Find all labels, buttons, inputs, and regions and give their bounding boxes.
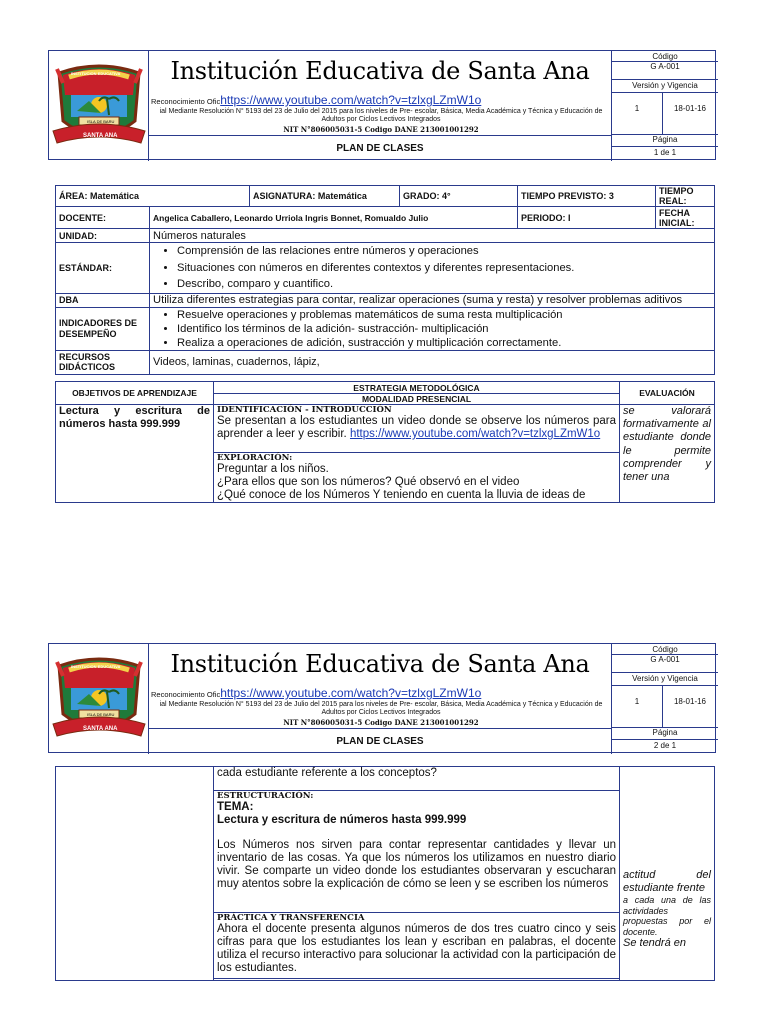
page2-header [48, 643, 716, 753]
indicador-item: • Realiza a operaciones de adición, sustracción y multiplicación correctamente. [177, 336, 711, 350]
exploracion-cell [214, 453, 620, 503]
continuation-text: cada estudiante referente a los conceptos? [217, 767, 437, 779]
vigencia-value: 18-01-16 [673, 697, 707, 706]
reconocimiento-label: Reconocimiento Ofic [151, 690, 221, 699]
practica-title: PRÁCTICA Y TRANSFERENCIA [217, 913, 365, 923]
identificacion-link[interactable]: https://www.youtube.com/watch?v=tzlxgLZmW1o [349, 428, 601, 440]
reconocimiento-line [151, 686, 611, 700]
practica-text: Ahora el docente presenta algunos números de dos tres cuatro cinco y seis cifras para que los estudiantes los lean y escriban en palabras, el docente utiliza el recurso interactivo para solucionar la actividad con la participación de los estudiantes. [217, 923, 616, 974]
identificacion-title: IDENTIFICACIÓN - INTRODUCCIÓN [217, 405, 392, 415]
institution-title: Institución Educativa de Santa Ana [170, 650, 590, 678]
youtube-link[interactable]: https://www.youtube.com/watch?v=tzlxgLZmW1o [220, 686, 482, 700]
exploracion-line: Preguntar a los niños. [217, 463, 329, 475]
nit-text: NIT N°806005031-5 Codigo DANE 213001001292 [283, 718, 479, 727]
header-meta [611, 51, 717, 161]
identificacion-body [217, 415, 616, 441]
exploracion-line: ¿Qué conoce de los Números Y teniendo en cuenta la lluvia de ideas de [217, 489, 586, 501]
recursos-label: RECURSOS DIDÁCTICOS [56, 350, 150, 374]
logo-text-bottom: SANTA ANA [83, 726, 118, 732]
exploracion-line: ¿Para ellos que son los números? Qué observó en el video [217, 476, 520, 488]
docente-label: DOCENTE: [56, 207, 150, 229]
version-value: 1 [634, 697, 640, 706]
logo-text-mid: ISLA DE BARU [87, 712, 115, 717]
codigo-value: G A-001 [650, 655, 680, 664]
resolucion-text: ial Mediante Resolución N° 5193 del 23 de Julio del 2015 para los niveles de Pre- escolar, Básica, Media Académica y Técnica y Educación de Adultos por Ciclos Lectivos Integrados [159, 108, 603, 123]
school-logo [49, 51, 149, 161]
indicador-item: • Resuelve operaciones y problemas matemáticos de suma resta multiplicación [177, 308, 711, 322]
indicadores-list-cell [150, 307, 715, 350]
tiempo-previsto-cell: TIEMPO PREVISTO: 3 [518, 186, 656, 207]
estructuracion-cell [214, 791, 620, 913]
reconocimiento-label: Reconocimiento Ofic [151, 97, 221, 106]
continuation-table [55, 766, 715, 981]
dba-label: DBA [56, 293, 150, 307]
area-cell: ÁREA: Matemática [56, 186, 250, 207]
version-label: Versión y Vigencia [632, 81, 698, 90]
unidad-value: Números naturales [150, 229, 715, 243]
exploracion-title: EXPLORACIÓN: [217, 453, 293, 463]
estrategia-header: ESTRATEGIA METODOLÓGICA [214, 382, 620, 394]
objetivo-empty-cell [56, 767, 214, 981]
estandar-list [153, 243, 711, 293]
pagina-label: Página [652, 135, 678, 144]
youtube-link[interactable]: https://www.youtube.com/watch?v=tzlxgLZmW1o [220, 93, 482, 107]
logo-text-top: INSTITUCION EDUCATIVA [71, 71, 121, 76]
vigencia-value: 18-01-16 [673, 104, 707, 113]
grado-cell: GRADO: 4° [400, 186, 518, 207]
institution-title: Institución Educativa de Santa Ana [170, 57, 590, 85]
asignatura-cell: ASIGNATURA: Matemática [250, 186, 400, 207]
codigo-label: Código [652, 52, 678, 61]
plan-title: PLAN DE CLASES [149, 728, 611, 754]
identificacion-cell [214, 405, 620, 453]
dba-value: Utiliza diferentes estrategias para contar, realizar operaciones (suma y resta) y resolver problemas aditivos [150, 293, 715, 307]
logo-text-top: INSTITUCION EDUCATIVA [71, 664, 121, 669]
info-table [55, 185, 715, 375]
spacer-cell [214, 979, 620, 981]
estructuracion-title: ESTRUCTURACIÓN: [217, 791, 314, 801]
pagina-value: 2 de 1 [653, 741, 677, 750]
practica-cell [214, 913, 620, 979]
reconocimiento-line [151, 93, 611, 107]
indicadores-label: INDICADORES DE DESEMPEÑO [56, 307, 150, 350]
pagina-label: Página [652, 728, 678, 737]
identificacion-text: Se presentan a los estudiantes un video donde se observe los números para aprender a leer y escribir. [217, 415, 616, 440]
objetivos-header: OBJETIVOS DE APRENDIZAJE [56, 382, 214, 405]
evaluacion-cont-a: actitud del estudiante frente [623, 869, 711, 895]
objectives-table [55, 381, 715, 503]
estandar-list-cell [150, 243, 715, 294]
modalidad-header: MODALIDAD PRESENCIAL [214, 394, 620, 405]
indicador-item: • Identifico los términos de la adición- sustracción- multiplicación [177, 322, 711, 336]
nit-text: NIT N°806005031-5 Codigo DANE 213001001292 [283, 125, 479, 134]
fecha-inicial-cell: FECHA INICIAL: [656, 207, 715, 229]
evaluacion-cont-cell [620, 767, 715, 981]
continuation-cell [214, 767, 620, 791]
estandar-item: • Comprensión de las relaciones entre números y operaciones [177, 243, 711, 260]
plan-title: PLAN DE CLASES [149, 135, 611, 161]
evaluacion-cont-b: a cada una de las actividades propuestas por el docente. [623, 895, 711, 937]
pagina-value: 1 de 1 [653, 148, 677, 157]
codigo-value: G A-001 [650, 62, 680, 71]
evaluacion-cont-c: Se tendrá en [623, 937, 686, 950]
estandar-label: ESTÁNDAR: [56, 243, 150, 294]
school-logo [49, 644, 149, 754]
estandar-item: • Situaciones con números en diferentes contextos y diferentes representaciones. [177, 260, 711, 277]
codigo-label: Código [652, 645, 678, 654]
tema-label: TEMA: [217, 801, 254, 813]
logo-text-mid: ISLA DE BARU [87, 119, 115, 124]
version-value: 1 [634, 104, 640, 113]
version-label: Versión y Vigencia [632, 674, 698, 683]
periodo-cell: PERIODO: I [518, 207, 656, 229]
docente-value: Angelica Caballero, Leonardo Urriola Ingris Bonnet, Romualdo Julio [150, 207, 518, 229]
logo-text-bottom: SANTA ANA [83, 133, 118, 139]
estandar-item: • Describo, comparo y cuantifico. [177, 276, 711, 293]
estructuracion-text: Los Números nos sirven para contar representar cantidades y llevar un inventario de las cosas. Ya que los números los utilizamos en nuestro diario vivir. Se comparte un video donde los estudiantes observaran y escucharan muy atentos sobre la explicación de cómo se leen y se escriben los números [217, 839, 616, 890]
evaluacion-header: EVALUACIÓN [620, 382, 715, 405]
page1-header [48, 50, 716, 160]
objetivo-cell: Lectura y escritura de números hasta 999.999 [56, 405, 214, 503]
header-meta [611, 644, 717, 754]
unidad-label: UNIDAD: [56, 229, 150, 243]
recursos-value: Videos, laminas, cuadernos, lápiz, [150, 350, 715, 374]
resolucion-text: ial Mediante Resolución N° 5193 del 23 de Julio del 2015 para los niveles de Pre- escolar, Básica, Media Académica y Técnica y Educación de Adultos por Ciclos Lectivos Integrados [159, 701, 603, 716]
evaluacion-cell: se valorará formativamente al estudiante donde le permite comprender y tener una [620, 405, 715, 503]
tiempo-real-cell: TIEMPO REAL: [656, 186, 715, 207]
tema-value: Lectura y escritura de números hasta 999.999 [217, 814, 467, 826]
indicadores-list [153, 308, 711, 350]
